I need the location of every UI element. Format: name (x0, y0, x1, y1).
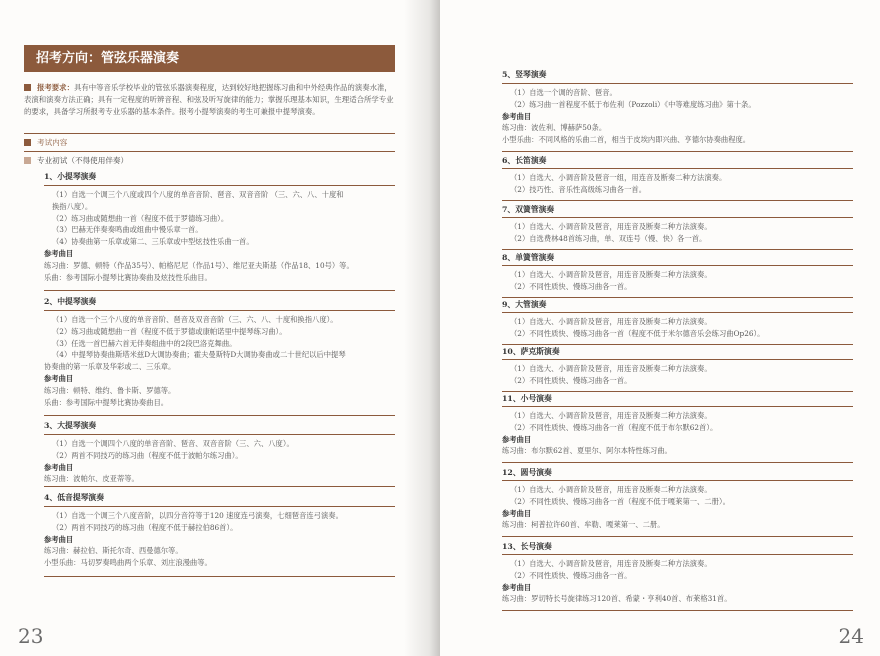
section-line: （1）自选大、小调音阶及琶音，用连音及断奏二种方法演奏。 (510, 485, 712, 494)
reference-line: 练习曲：波佐利、博赫萨50条。 (502, 123, 607, 133)
content-label: 考试内容 (37, 138, 68, 147)
content-heading (24, 137, 395, 148)
bullet-square-icon (24, 84, 31, 91)
section-title: 7、双簧管演奏 (502, 205, 555, 214)
requirement-text: 具有中等音乐学校毕业的管弦乐器演奏程度，达到较好地把握练习曲和中外经典作品的演奏水准，表演和演奏方法正确；具有一定程度的听辨音程、和弦及听写旋律的能力；掌握乐理基本知识，生理适合所学专业的要求，具备学习所报考专业乐器的基本条件。报考小提琴演奏的考生可兼报中提琴演奏。 (24, 83, 394, 116)
section-line: （2）技巧性、音乐性高级练习曲各一首。 (510, 184, 646, 194)
reference-line: 练习曲：罗德、顿特（作品35号）、帕格尼尼（作品1号）、维尼亚夫斯基（作品18、10号）等。 (44, 260, 354, 270)
reference-line: 乐曲：参考国际小提琴比赛协奏曲及炫技性乐曲目。 (44, 272, 212, 282)
reference-line: 练习曲：波帕尔、皮亚蒂等。 (44, 474, 139, 484)
section-box (502, 168, 853, 201)
section-title: 9、大管演奏 (502, 300, 547, 309)
section-box (44, 506, 395, 577)
section-line: （3）任选一首巴赫六首无伴奏组曲中的2段巴洛克舞曲。 (52, 338, 237, 348)
section-line: （1）自选大、小调音阶及琶音一组，用连音及断奏二种方法演奏。 (510, 173, 727, 182)
section-box (502, 406, 853, 463)
section-line: （2）不同性质快、慢练习曲各一首（程度不低于米尔德音乐会练习曲Op26）。 (510, 328, 765, 338)
section-box (502, 217, 853, 250)
section-line: （2）两首不同技巧的练习曲（程度不低于波帕尔练习曲）。 (52, 450, 243, 460)
section-title: 12、圆号演奏 (502, 468, 552, 477)
bullet-square-icon (24, 139, 31, 146)
section-line: （2）练习曲一首程度不低于布佐利（Pozzoli）《中等难度练习曲》第十条。 (510, 99, 756, 109)
section-box (502, 265, 853, 298)
bullet-square-icon (24, 157, 31, 164)
reference-line: 小型乐曲：不同风格的乐曲二首，相当于皮埃内即兴曲、亨德尔协奏曲程度。 (502, 135, 751, 145)
requirement-block (24, 82, 395, 118)
section-title: 5、竖琴演奏 (502, 70, 547, 79)
section-line: （2）练习曲或随想曲一首（程度不低于罗德练习曲）。 (52, 213, 229, 223)
page-number: 24 (838, 624, 864, 648)
reference-line: 练习曲：柯普拉许60首、牟勒、嘎莱第一、二册。 (502, 520, 665, 530)
section-title: 8、单簧管演奏 (502, 253, 555, 262)
reference-heading: 参考曲目 (44, 534, 74, 544)
section-title: 1、小提琴演奏 (44, 172, 97, 181)
section-line: （1）自选一个调四个八度的单音音阶、琶音、双音音阶（三、六、八度）。 (52, 439, 294, 448)
section-title: 13、长号演奏 (502, 542, 552, 551)
section-line: （1）自选一个三个八度的单音音阶、琶音及双音音阶（三、六、八、十度和换指八度）。 (52, 315, 338, 324)
section-box (502, 312, 853, 345)
section-line: 换指八度）。 (52, 201, 93, 211)
section-line: （1）自选大、小调音阶及琶音，用连音及断奏二种方法演奏。 (510, 222, 712, 231)
section-box (44, 434, 395, 487)
page-number: 23 (18, 624, 44, 648)
section-box (44, 310, 395, 416)
section-line: （2）自选费林48首练习曲，单、双连号（慢、快）各一首。 (510, 233, 707, 243)
section-line: （1）自选大、小调音阶及琶音，用连音及断奏二种方法演奏。 (510, 364, 712, 373)
reference-heading: 参考曲目 (44, 462, 74, 472)
reference-line: 小型乐曲：马切罗奏鸣曲两个乐章、刘庄浪漫曲等。 (44, 558, 212, 568)
section-line: （2）不同性质快、慢练习曲各一首（程度不低于布尔默62首）。 (510, 422, 718, 432)
section-box (502, 480, 853, 537)
gutter-shadow (404, 0, 440, 656)
section-line: （2）两首不同技巧的练习曲（程度不低于赫拉伯86首）。 (52, 522, 238, 532)
section-box (502, 83, 853, 152)
exam-heading (24, 155, 395, 166)
section-line: 协奏曲的第一乐章及华彩或二、三乐章。 (44, 362, 176, 372)
reference-heading: 参考曲目 (44, 248, 74, 258)
reference-heading: 参考曲目 (502, 434, 532, 444)
reference-line: 乐曲：参考国际中提琴比赛协奏曲目。 (44, 397, 169, 407)
page-banner: 招考方向：管弦乐器演奏 (24, 45, 395, 72)
section-line: （2）不同性质快、慢练习曲各一首。 (510, 570, 632, 580)
section-line: （2）不同性质快、慢练习曲各一首（程度不低于嘎莱第一、二册）。 (510, 496, 730, 506)
section-title: 10、萨克斯演奏 (502, 347, 560, 356)
exam-label: 专业初试（不得使用伴奏） (37, 156, 129, 165)
section-title: 11、小号演奏 (502, 394, 552, 403)
section-box (502, 554, 853, 611)
section-line: （1）自选大、小调音阶及琶音，用连音及断奏二种方法演奏。 (510, 317, 712, 326)
section-title: 6、长笛演奏 (502, 156, 547, 165)
reference-line: 练习曲：顿特、维约、鲁卡斯、罗德等。 (44, 385, 176, 395)
reference-heading: 参考曲目 (502, 582, 532, 592)
section-line: （4）中提琴协奏曲斯塔米兹D大调协奏曲；霍夫曼斯特D大调协奏曲或二十世纪以后中提琴 (52, 350, 346, 360)
section-line: （1）自选大、小调音阶及琶音，用连音及断奏二种方法演奏。 (510, 559, 712, 568)
section-line: （1）自选一个调三个八度音阶，以四分音符等于120 速度连弓演奏，七细琶音连弓演奏。 (52, 511, 343, 520)
reference-line: 练习曲：赫拉伯、斯托尔奇、西曼德尔等。 (44, 546, 183, 556)
section-line: （1）自选大、小调音阶及琶音，用连音及断奏二种方法演奏。 (510, 270, 712, 279)
reference-line: 练习曲：布尔默62首、夏里尔、阿尔本特性练习曲。 (502, 446, 672, 456)
section-line: （1）自选大、小调音阶及琶音，用连音及断奏二种方法演奏。 (510, 411, 712, 420)
section-line: （1）自选一个调三个八度或四个八度的单音音阶、琶音、双音音阶 （三、六、八、十度和 (52, 190, 344, 199)
section-line: （2）练习曲或随想曲一首（程度不低于罗德或康帕诺里中提琴练习曲）。 (52, 326, 287, 336)
section-title: 3、大提琴演奏 (44, 421, 97, 430)
section-title: 4、低音提琴演奏 (44, 493, 105, 502)
section-line: （2）不同性质快、慢练习曲各一首。 (510, 375, 632, 385)
section-box (502, 359, 853, 392)
section-line: （1）自选一个调的音阶、琶音。 (510, 88, 617, 97)
section-line: （3）巴赫无伴奏奏鸣曲或组曲中慢乐章一首。 (52, 225, 203, 235)
section-line: （2）不同性质快、慢练习曲各一首。 (510, 281, 632, 291)
section-line: （4）协奏曲第一乐章或第二、三乐章或中型炫技性乐曲一首。 (52, 237, 254, 247)
section-title: 2、中提琴演奏 (44, 297, 97, 306)
reference-heading: 参考曲目 (502, 508, 532, 518)
page-right (440, 0, 880, 656)
divider (24, 151, 395, 152)
section-box (44, 185, 395, 291)
divider (24, 133, 395, 134)
requirement-label: 报考要求： (37, 83, 74, 92)
reference-heading: 参考曲目 (502, 111, 532, 121)
reference-line: 练习曲：罗切特长号旋律练习120首、希蒙・亨利40首、布莱格31首。 (502, 594, 732, 604)
reference-heading: 参考曲目 (44, 373, 74, 383)
